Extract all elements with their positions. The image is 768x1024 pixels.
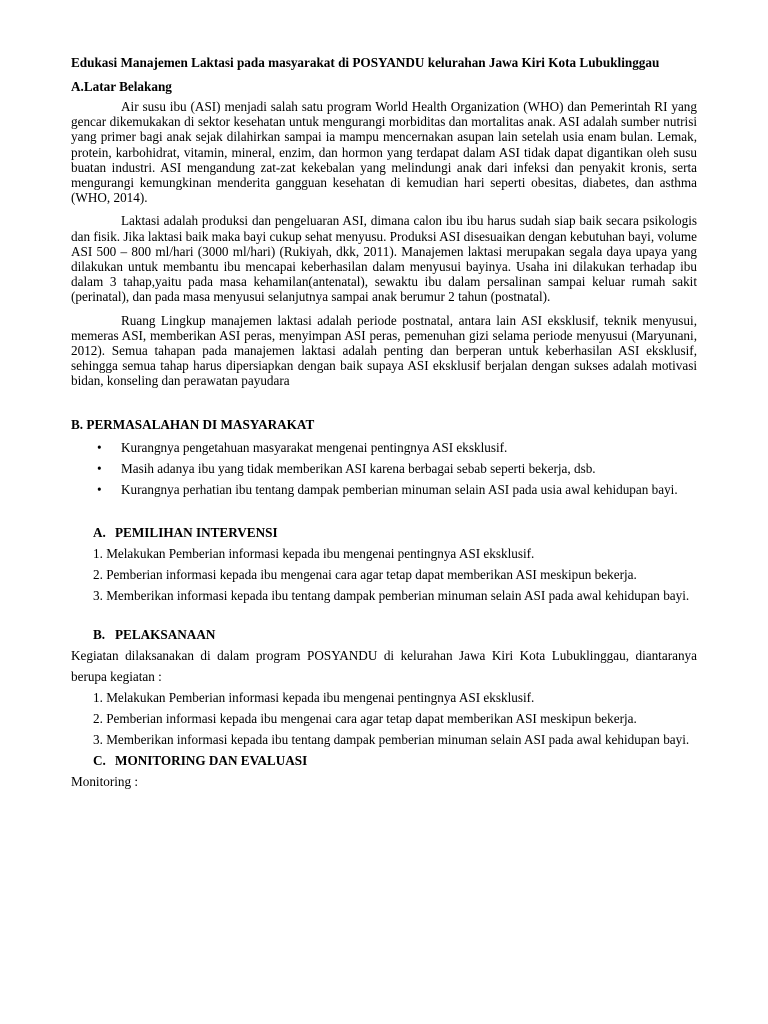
monitoring-heading: [93, 750, 697, 771]
list-item: 1. Melakukan Pemberian informasi kepada ibu mengenai pentingnya ASI eksklusif.: [93, 545, 535, 561]
intervention-heading-number: A.: [93, 524, 106, 540]
list-item: 3. Memberikan informasi kepada ibu tentang dampak pemberian minuman selain ASI pada awal kehidupan bayi.: [93, 731, 690, 747]
implementation-heading: [93, 624, 697, 645]
list-item-text: Kurangnya pengetahuan masyarakat mengenai pentingnya ASI eksklusif.: [121, 439, 508, 455]
bullet-icon: •: [97, 439, 102, 455]
monitoring-heading-text: MONITORING DAN EVALUASI: [115, 752, 308, 768]
monitoring-heading-number: C.: [93, 752, 106, 768]
implementation-heading-text: PELAKSANAAN: [115, 626, 216, 642]
list-item: [71, 458, 697, 479]
intervention-heading: [93, 522, 697, 543]
bullet-icon: •: [97, 481, 102, 497]
implementation-intro: Kegiatan dilaksanakan di dalam program POSYANDU di kelurahan Jawa Kiri Kota Lubuklinggau, diantaranya berupa kegiatan :: [71, 647, 697, 684]
list-item-text: Kurangnya perhatian ibu tentang dampak pemberian minuman selain ASI pada usia awal kehidupan bayi.: [121, 481, 678, 497]
document-title: Edukasi Manajemen Laktasi pada masyarakat di POSYANDU kelurahan Jawa Kiri Kota Lubuklinggau: [71, 55, 660, 70]
section-a-heading: A.Latar Belakang: [71, 79, 172, 94]
list-item-text: Masih adanya ibu yang tidak memberikan ASI karena berbagai sebab seperti bekerja, dsb.: [121, 460, 596, 476]
list-item: [71, 437, 697, 458]
list-item: 2. Pemberian informasi kepada ibu mengenai cara agar tetap dapat memberikan ASI meskipun bekerja.: [93, 710, 637, 726]
monitoring-label: Monitoring :: [71, 773, 139, 789]
paragraph: Ruang Lingkup manajemen laktasi adalah periode postnatal, antara lain ASI eksklusif, teknik menyusui, memeras ASI, memberikan ASI peras, menyimpan ASI peras, pemenuhan gizi selama periode menyusui (Maryunani, 2012). Semua tahapan pada manajemen laktasi adalah penting dan berperan untuk keberhasilan ASI eksklusif, sehingga semua tahap harus dipersiapkan dengan baik supaya ASI eksklusif berjalan dengan sukses adalah motivasi bidan, konseling dan perawatan payudara: [71, 312, 697, 389]
bullet-icon: •: [97, 460, 102, 476]
paragraph: Air susu ibu (ASI) menjadi salah satu program World Health Organization (WHO) dan Pemerintah RI yang gencar dikemukakan di sektor kesehatan untuk mengurangi morbiditas dan mortalitas anak. ASI adalah sumber nutrisi yang primer bagi anak sejak dilahirkan sampai ia mampu mencernakan asupan lain setelah usia enam bulan. Lemak, protein, karbohidrat, vitamin, mineral, enzim, dan hormon yang terdapat dalam ASI tidak dapat digantikan oleh susu buatan industri. ASI mengandung zat-zat kekebalan yang melindungi anak dari infeksi dan penyakit kronis, serta mengurangi kemungkinan menderita gangguan kesehatan di kemudian hari seperti obesitas, diabetes, dan asthma (WHO, 2014).: [71, 99, 697, 206]
intervention-heading-text: PEMILIHAN INTERVENSI: [115, 524, 278, 540]
implementation-section: [93, 687, 697, 771]
section-b-heading: B. PERMASALAHAN DI MASYARAKAT: [71, 416, 315, 432]
intervention-section: [93, 522, 697, 645]
list-item: 3. Memberikan informasi kepada ibu tentang dampak pemberian minuman selain ASI pada awal kehidupan bayi.: [93, 587, 690, 603]
list-item: 1. Melakukan Pemberian informasi kepada ibu mengenai pentingnya ASI eksklusif.: [93, 689, 535, 705]
problem-list: [71, 437, 697, 500]
list-item: [71, 479, 697, 500]
paragraph: Laktasi adalah produksi dan pengeluaran ASI, dimana calon ibu ibu harus sudah siap baik secara psikologis dan fisik. Jika laktasi baik maka bayi cukup sehat menyusu. Produksi ASI disesuaikan dengan kebutuhan bayi, volume ASI 500 – 800 ml/hari (3000 ml/hari) (Rukiyah, dkk, 2011). Manajemen laktasi merupakan segala daya upaya yang dilakukan untuk membantu ibu mencapai keberhasilan dalam menyusui bayinya. Usaha ini dilakukan terhadap ibu dalam 3 tahap,yaitu pada masa kehamilan(antenatal), sewaktu ibu dalam persalinan sampai keluar rumah sakit (perinatal), dan pada masa menyusui selanjutnya sampai anak berumur 2 tahun (postnatal).: [71, 213, 697, 305]
document-content: [71, 55, 697, 792]
list-item: 2. Pemberian informasi kepada ibu mengenai cara agar tetap dapat memberikan ASI meskipun bekerja.: [93, 566, 637, 582]
implementation-heading-number: B.: [93, 626, 106, 642]
